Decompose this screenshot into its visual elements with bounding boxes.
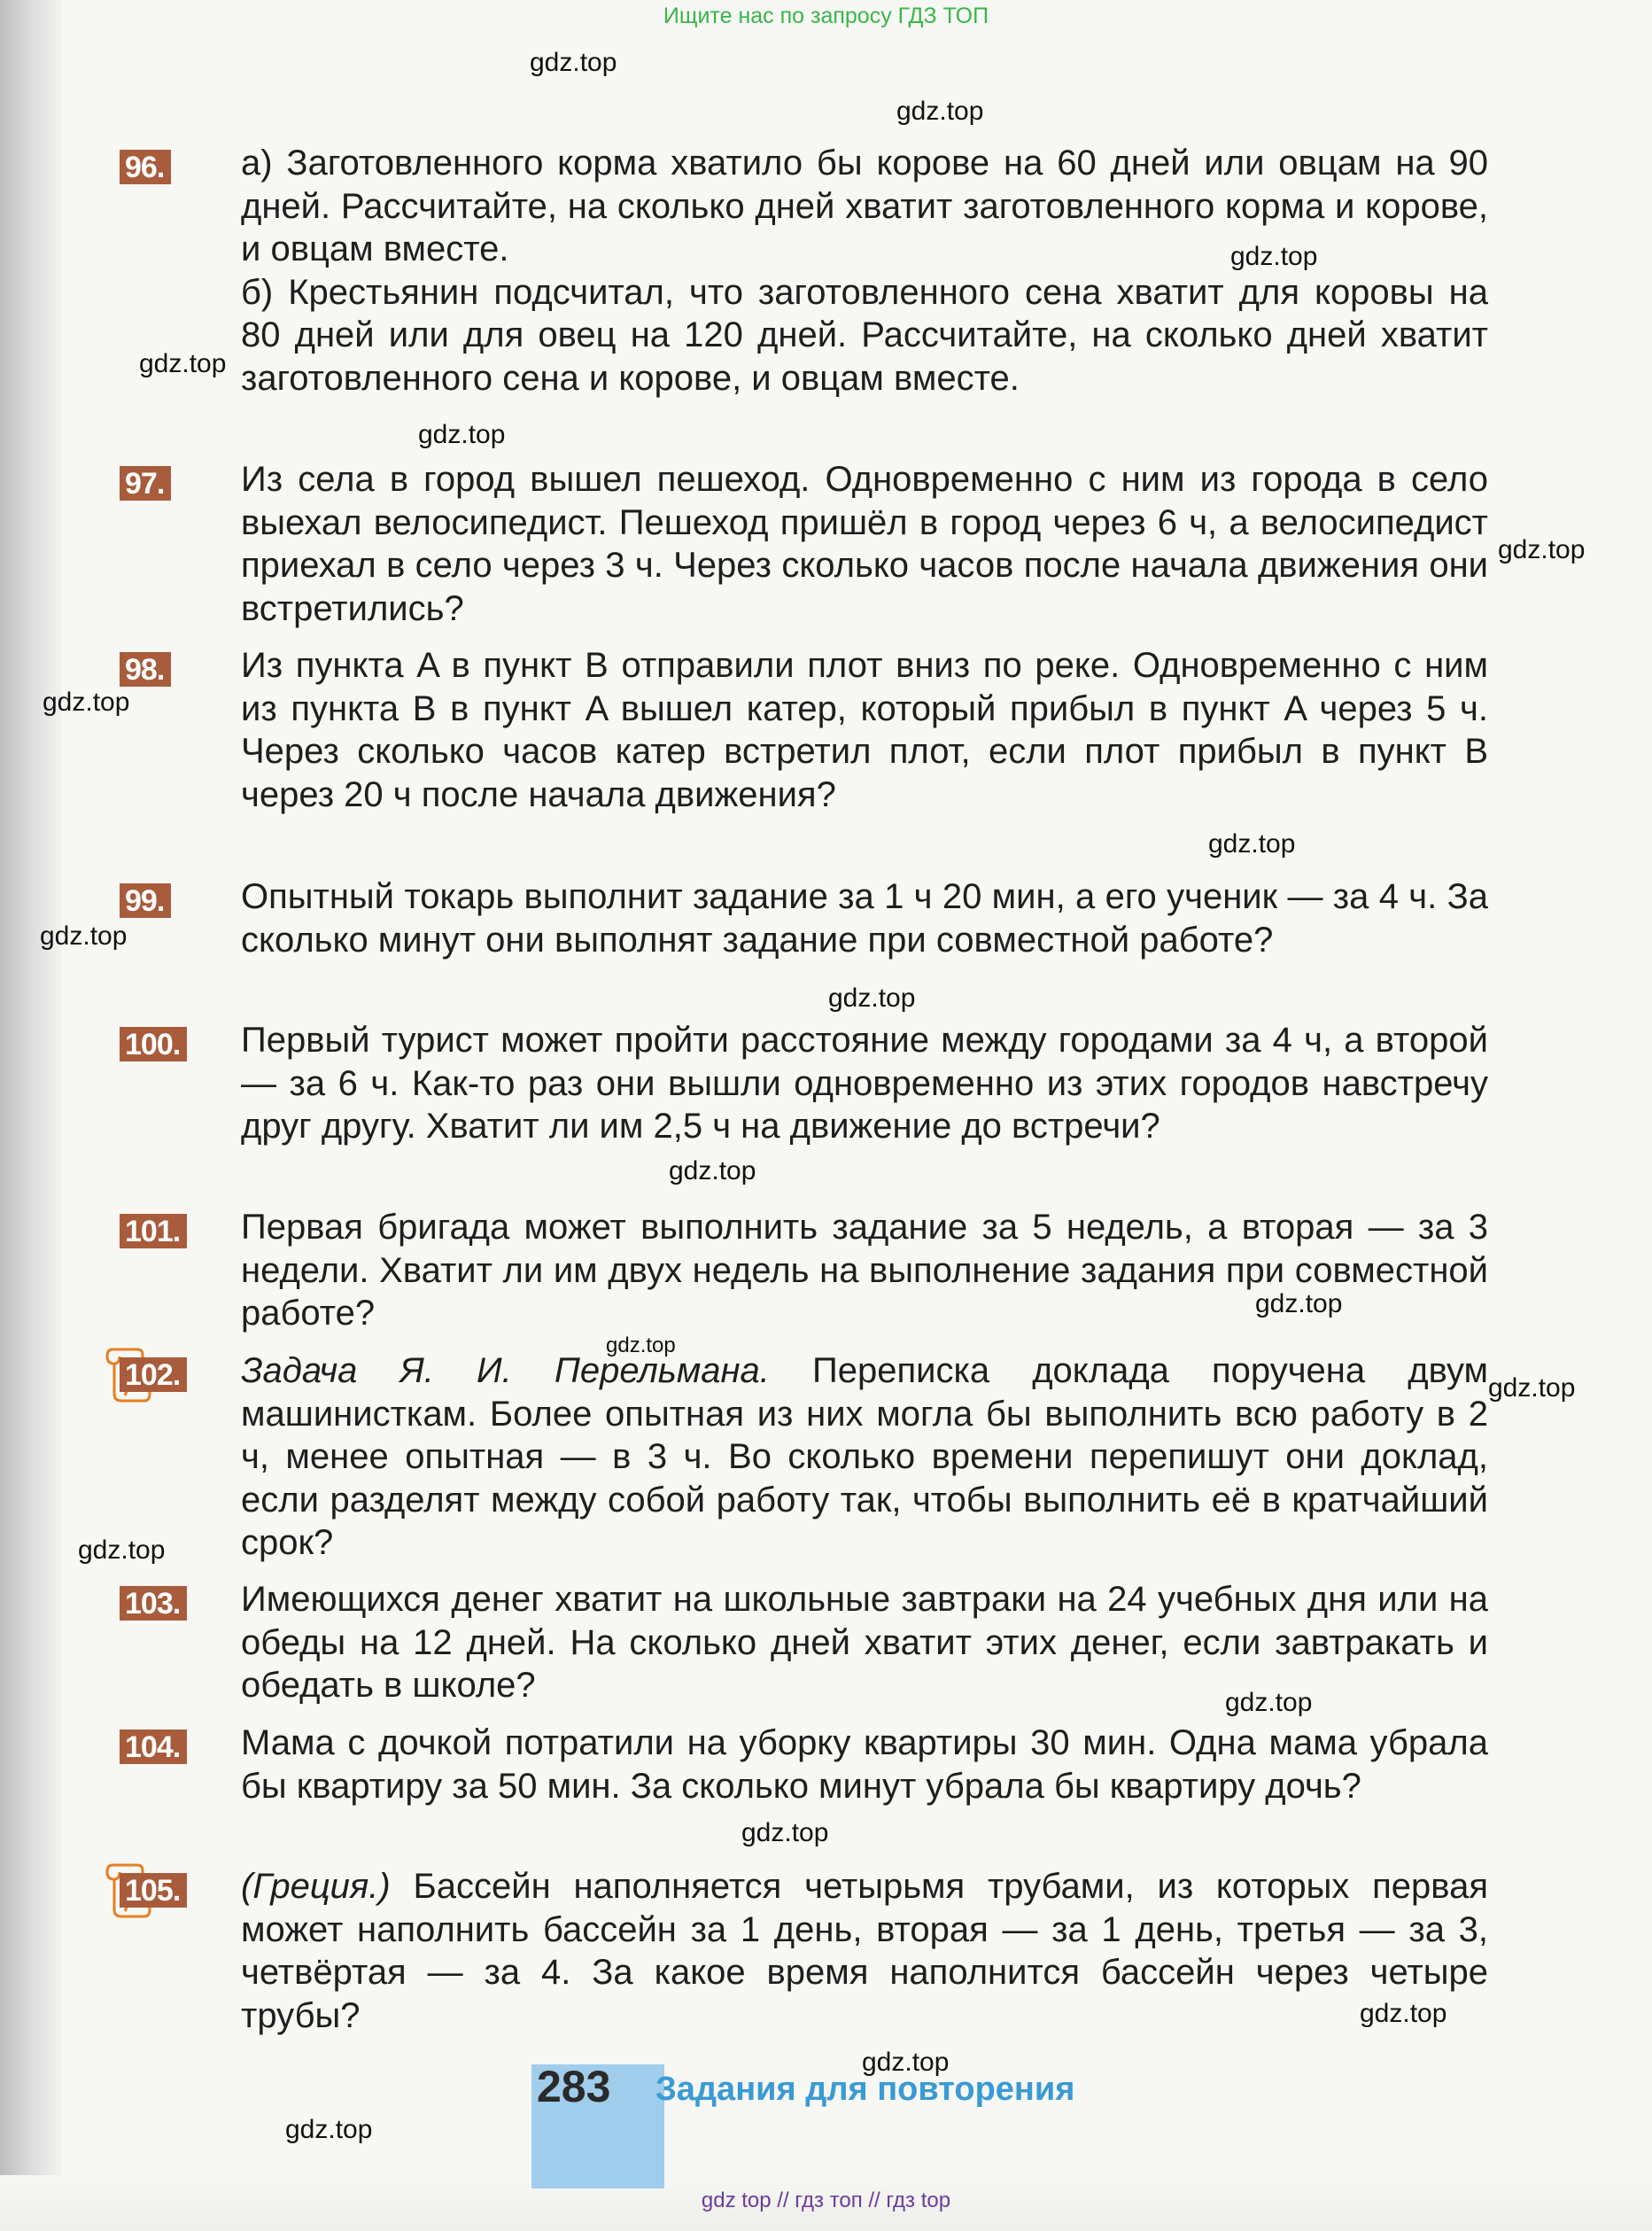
watermark: gdz.top [828,983,916,1013]
problem-text [241,1349,1488,1565]
watermark: gdz.top [1225,1688,1313,1717]
watermark: gdz.top [669,1156,756,1185]
watermark: gdz.top [741,1818,829,1847]
watermark: gdz.top [43,688,130,717]
problem-number: 104. [120,1730,187,1764]
watermark: gdz.top [418,420,506,449]
problem-number: 100. [120,1027,187,1061]
top-banner[interactable]: Ищите нас по запросу ГДЗ ТОП [663,4,989,28]
watermark: gdz.top [1360,1999,1447,2028]
watermark: gdz.top [1255,1289,1343,1318]
problem-body: Бассейн наполняется четырьмя трубами, из которых первая может наполнить бассейн за 1 день, вторая — за 1 день, третья — за 3, четвёртая — за 4. За какое время наполнится бассейн через четыре трубы? [241,1867,1488,2035]
problem-number: 97. [120,466,171,501]
problem-text: Из села в город вышел пешеход. Одновременно с ним из города в село выехал велосипедист. Пешеход пришёл в город через 6 ч, а велосипедист приехал в село через 3 ч. Через сколько часов после начала движения они встретились? [241,460,1488,628]
problem-text: Мама с дочкой потратили на уборку квартиры 30 мин. Одна мама убрала бы квартиру за 50 мин. За сколько минут убрала бы квартиру дочь? [241,1723,1488,1806]
watermark: gdz.top [1488,1373,1576,1403]
problem-number: 103. [120,1586,187,1621]
watermark: gdz.top [78,1535,166,1565]
problem-number: 99. [120,883,171,918]
watermark: gdz.top [139,349,227,378]
problem-lead: Задача Я. И. Перельмана. [241,1351,770,1390]
problem-text: Опытный токарь выполнит задание за 1 ч 20 мин, а его ученик — за 4 ч. За сколько минут они выполнят задание при совместной работе? [241,877,1488,960]
watermark: gdz.top [1498,535,1586,564]
watermark: gdz.top [1230,242,1318,271]
problem-number: 105. [120,1873,187,1908]
problem-text: Имеющихся денег хватит на школьные завтраки на 24 учебных дня или на обеды на 12 дней. На сколько дней хватит этих денег, если завтракать и обедать в школе? [241,1580,1488,1705]
section-title: Задания для повторения [655,2071,1075,2108]
problem-text: Из пункта A в пункт B отправили плот вниз по реке. Одновременно с ним из пункта B в пункт A вышел катер, который прибыл в пункт A через 5 ч. Через сколько часов катер встретил плот, если плот прибыл в пункт B через 20 ч после начала движения? [241,646,1488,814]
bottom-banner[interactable]: gdz top // гдз топ // гдз top [701,2188,951,2212]
watermark: gdz.top [530,48,617,77]
problem-number: 102. [120,1357,187,1392]
watermark: gdz.top [896,97,984,126]
watermark: gdz.top [285,2115,373,2144]
problem-number: 98. [120,652,171,687]
problem-paragraph: б) Крестьянин подсчитал, что заготовленного сена хватит для коровы на 80 дней или для овец на 120 дней. Рассчитайте, на сколько дней хватит заготовленного сена и корове, и овцам вместе. [241,272,1488,398]
problem-number: 96. [120,150,171,184]
problem-number: 101. [120,1214,187,1248]
problem-text: Первый турист может пройти расстояние между городами за 4 ч, а второй — за 6 ч. Как-то раз они вышли одновременно из этих городов навстречу друг другу. Хватит ли им 2,5 ч на движение до встречи? [241,1021,1488,1146]
watermark: gdz.top [40,921,128,951]
watermark: gdz.top [862,2048,950,2077]
problem-body: Переписка доклада поручена двум машинисткам. Более опытная из них могла бы выполнить всю работу в 2 ч, менее опытная — в 3 ч. Во сколько времени перепишут они доклад, если разделят между собой работу так, чтобы выполнить её в кратчайший срок? [241,1351,1488,1562]
watermark: gdz.top [606,1333,676,1357]
problem-text: Первая бригада может выполнить задание за 5 недель, а вторая — за 3 недели. Хватит ли им двух недель на выполнение задания при совместной работе? [241,1208,1488,1333]
problem-lead: (Греция.) [241,1867,391,1906]
watermark: gdz.top [1208,829,1296,859]
problem-text [241,1865,1488,2037]
problem-paragraph: а) Заготовленного корма хватило бы корове на 60 дней или овцам на 90 дней. Рассчитайте, на сколько дней хватит заготовленного корма и корове, и овцам вместе. [241,144,1488,268]
page-number: 283 [537,2062,611,2111]
page-gutter-shadow [0,0,62,2188]
